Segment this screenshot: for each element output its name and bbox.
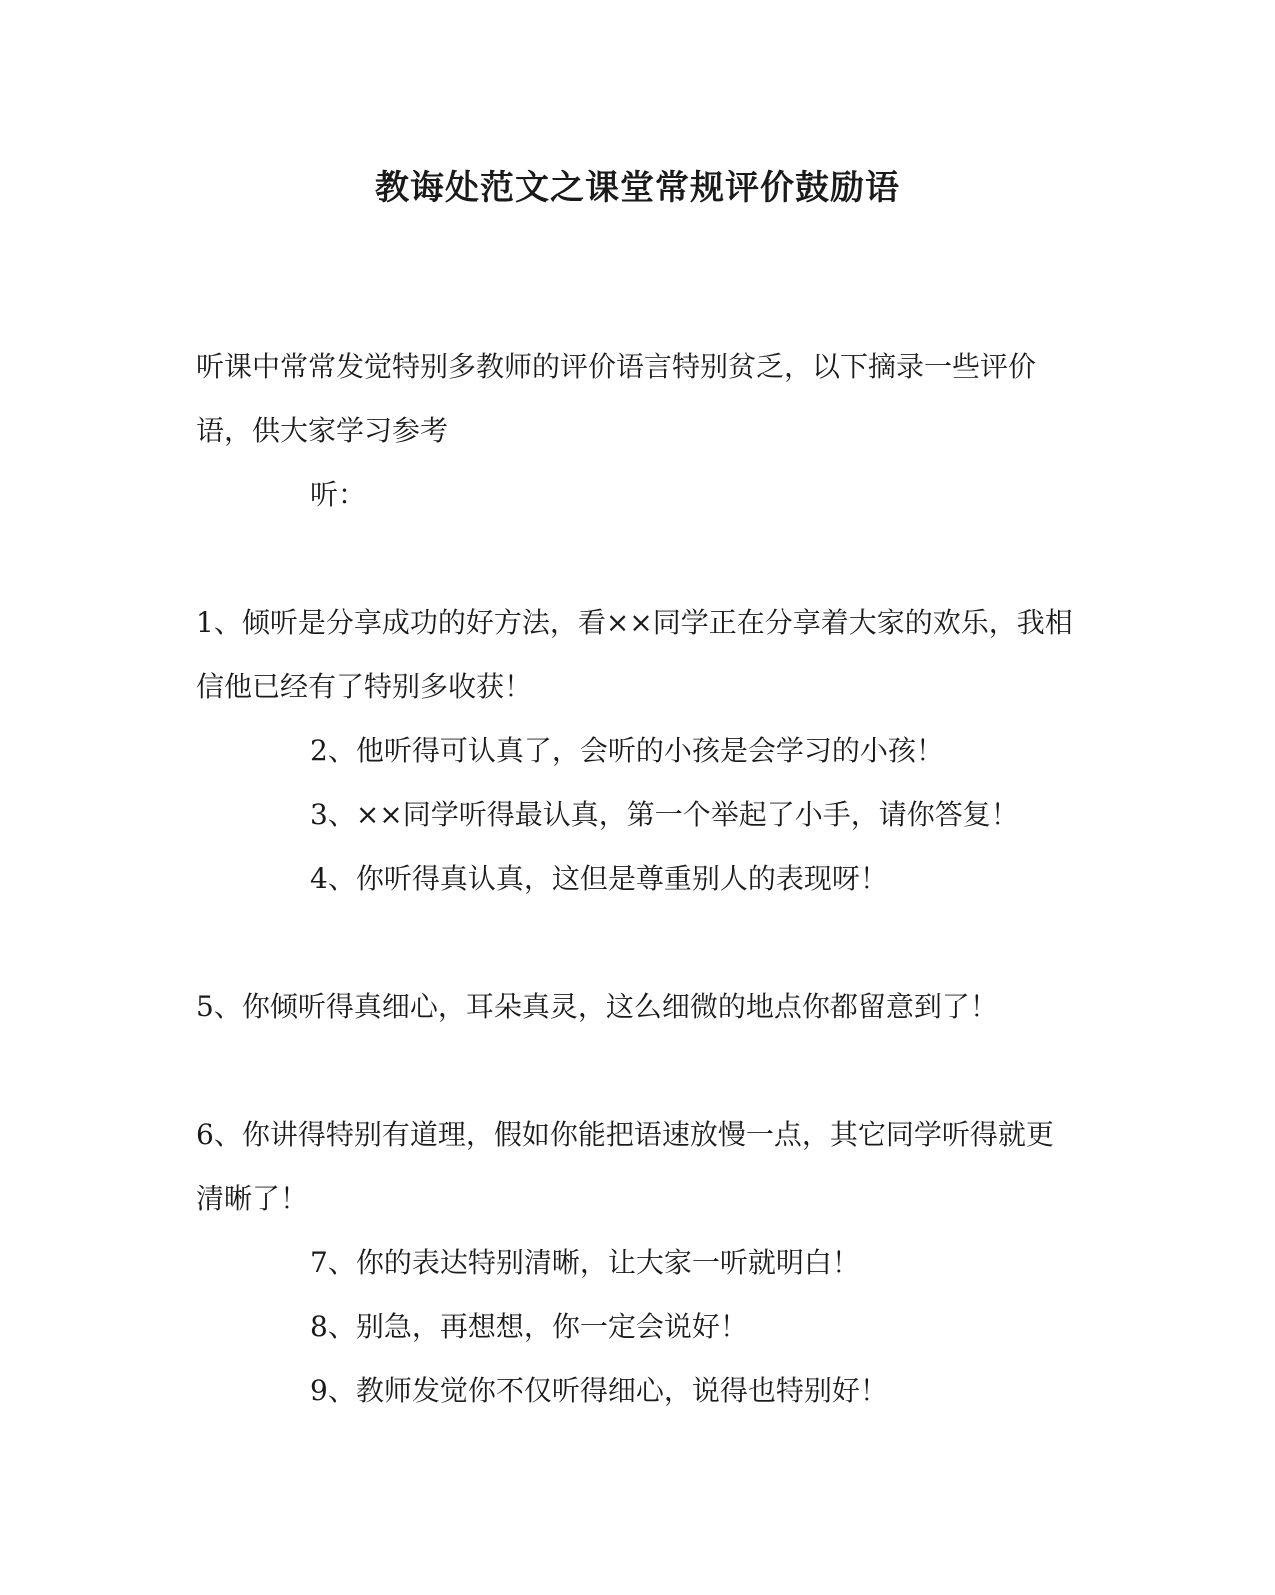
list-item: 3、××同学听得最认真，第一个举起了小手，请你答复！ [310,798,1019,831]
list-item: 9、教师发觉你不仅听得细心，说得也特别好！ [310,1374,888,1407]
blank-line [196,911,1076,975]
list-item: 8、别急，再想想，你一定会说好！ [310,1310,748,1343]
list-item: 7、你的表达特别清晰，让大家一听就明白！ [310,1246,860,1279]
section-heading: 听： [310,478,367,511]
intro-paragraph: 听课中常常发觉特别多教师的评价语言特别贫乏，以下摘录一些评价语，供大家学习参考 [196,350,1037,447]
list-item: 5、你倾听得真细心，耳朵真灵，这么细微的地点你都留意到了！ [196,990,998,1023]
blank-line [196,1039,1076,1103]
list-item: 4、你听得真认真，这但是尊重别人的表现呀！ [310,862,888,895]
document-title: 教诲处范文之课堂常规评价鼓励语 [375,168,900,208]
list-item: 2、他听得可认真了，会听的小孩是会学习的小孩！ [310,734,944,767]
blank-line [196,527,1076,591]
list-item: 6、你讲得特别有道理，假如你能把语速放慢一点，其它同学听得就更清晰了！ [196,1118,1054,1215]
document-body [196,335,1076,1423]
list-item: 1、倾听是分享成功的好方法，看××同学正在分享着大家的欢乐，我相信他已经有了特别多收获！ [196,606,1073,703]
